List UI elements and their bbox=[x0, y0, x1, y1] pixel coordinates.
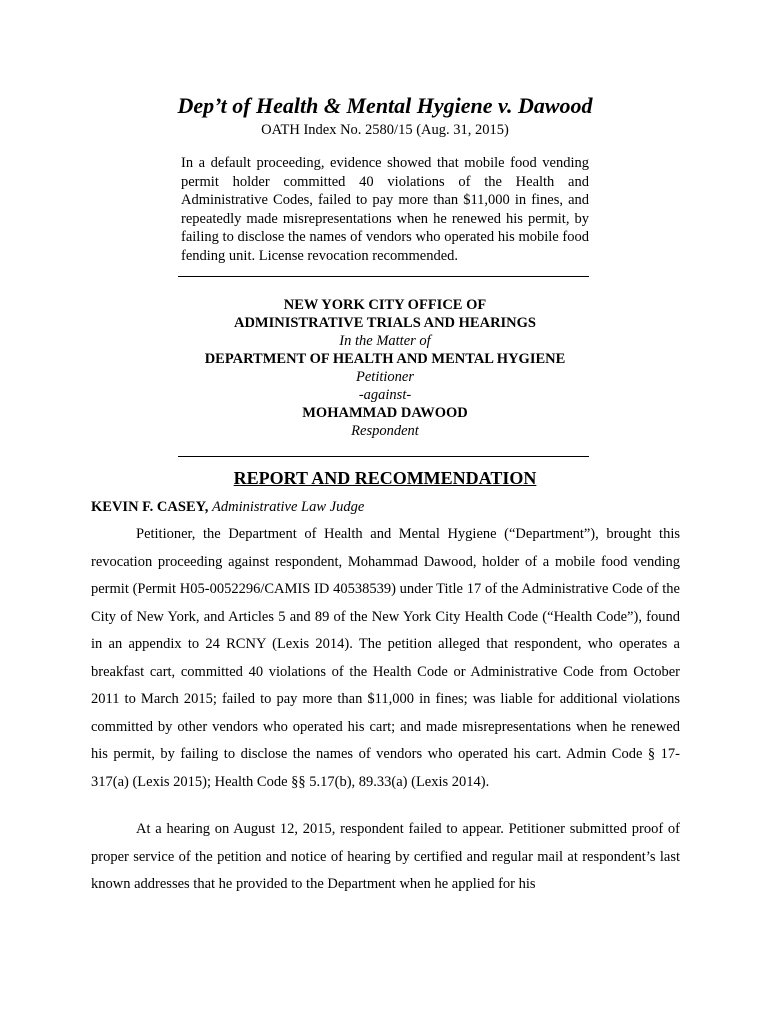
divider-top bbox=[178, 276, 589, 277]
respondent-role: Respondent bbox=[351, 423, 419, 439]
petitioner-role: Petitioner bbox=[356, 369, 414, 385]
against-line: -against- bbox=[358, 387, 412, 403]
office-line-1: NEW YORK CITY OFFICE OF bbox=[283, 297, 487, 313]
judge-line bbox=[91, 497, 364, 517]
body-paragraph-1: Petitioner, the Department of Health and Mental Hygiene (“Department”), brought this revocation proceeding against respondent, Mohammad Dawood, holder of a mobile food vending permit (Permit H05-0052296/CAMIS ID 40538539) under Title 17 of the Administrative Code of the City of New York, and Articles 5 and 89 of the New York City Health Code (“Health Code”), found in an appendix to 24 RCNY (Lexis 2014). The petition alleged that respondent, who operates a breakfast cart, committed 40 violations of the Health Code or Administrative Code from October 2011 to March 2015; failed to pay more than $11,000 in fines; was liable for additional violations committed by other vendors who operated his cart; and made misrepresentations when he renewed his permit, by failing to disclose the names of vendors who operated his cart. Admin Code § 17-317(a) (Lexis 2015); Health Code §§ 5.17(b), 89.33(a) (Lexis 2014). bbox=[91, 526, 680, 790]
judge-name: KEVIN F. CASEY, bbox=[91, 499, 209, 515]
case-summary: In a default proceeding, evidence showed that mobile food vending permit holder committed 40 violations of the Health and Administrative Codes, failed to pay more than $11,000 in fines, and repeatedly made misrepresentations when he renewed his permit, by failing to disclose the names of vendors who operated his mobile food fending unit. License revocation recommended. bbox=[181, 155, 589, 264]
index-line: OATH Index No. 2580/15 (Aug. 31, 2015) bbox=[261, 122, 509, 138]
divider-bottom bbox=[178, 456, 589, 457]
office-line-2: ADMINISTRATIVE TRIALS AND HEARINGS bbox=[233, 315, 536, 331]
respondent-name: MOHAMMAD DAWOOD bbox=[302, 405, 468, 421]
petitioner-name: DEPARTMENT OF HEALTH AND MENTAL HYGIENE bbox=[204, 351, 566, 367]
in-the-matter: In the Matter of bbox=[339, 333, 431, 349]
body-paragraph-2: At a hearing on August 12, 2015, respondent failed to appear. Petitioner submitted proof of proper service of the petition and notice of hearing by certified and regular mail at respondent’s last known addresses that he provided to the Department when he applied for his bbox=[91, 821, 680, 892]
report-heading: REPORT AND RECOMMENDATION bbox=[233, 468, 537, 488]
judge-title: Administrative Law Judge bbox=[212, 499, 365, 515]
case-caption bbox=[0, 296, 770, 440]
case-title: Dep’t of Health & Mental Hygiene v. Dawood bbox=[177, 93, 593, 118]
